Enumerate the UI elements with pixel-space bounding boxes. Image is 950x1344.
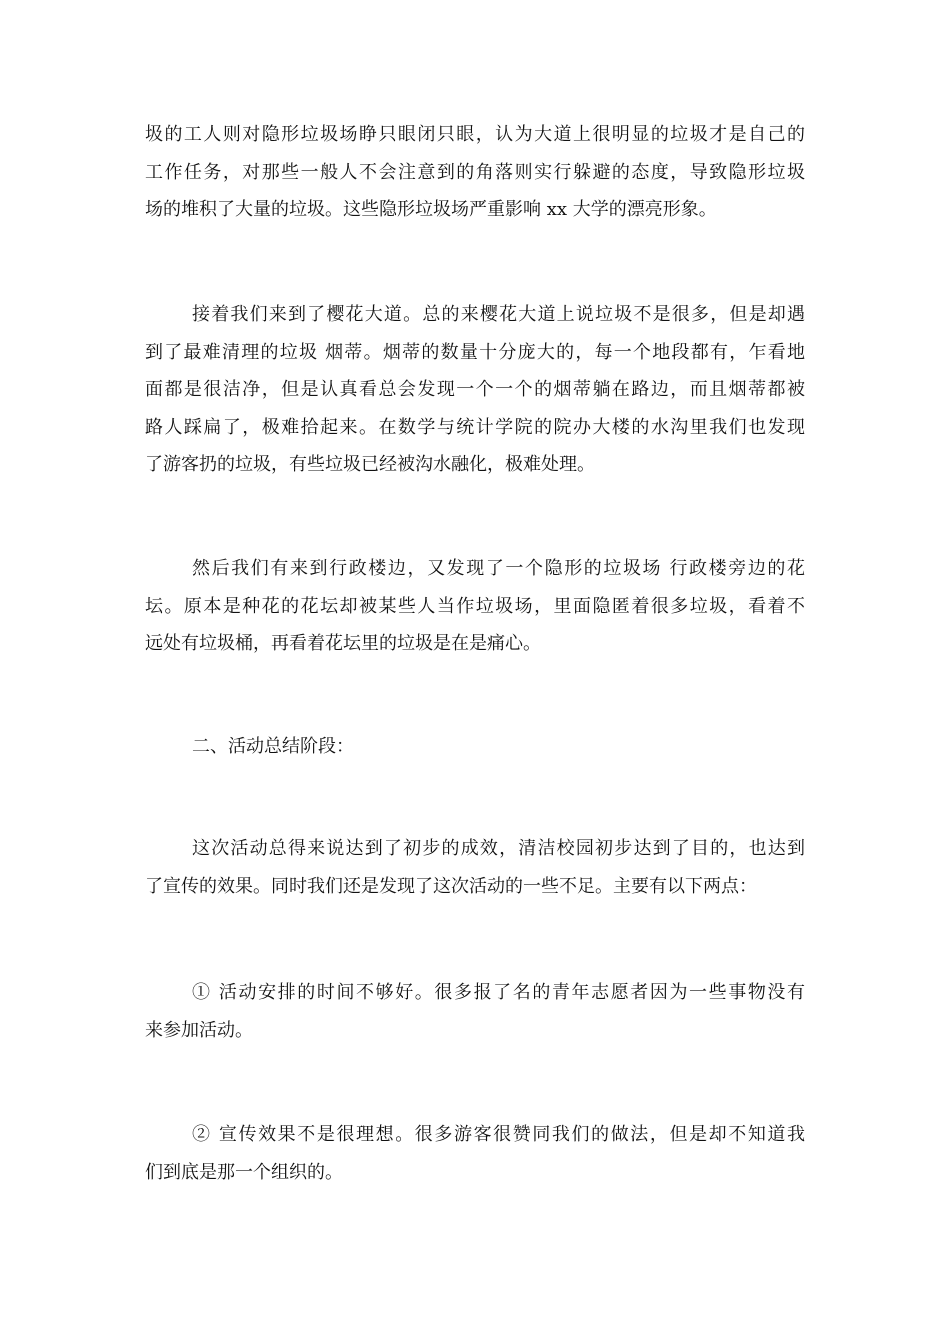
text-line: ② 宣传效果不是很理想。很多游客很赞同我们的做法，但是却不知道我 [192, 1124, 805, 1145]
text-line: 们到底是那一个组织的。 [145, 1161, 343, 1183]
text-line: 然后我们有来到行政楼边，又发现了一个隐形的垃圾场 行政楼旁边的花 [192, 558, 805, 579]
text-line: 工作任务，对那些一般人不会注意到的角落则实行躲避的态度，导致隐形垃圾 [145, 161, 805, 183]
text-line: 面都是很洁净，但是认真看总会发现一个一个的烟蒂躺在路边，而且烟蒂都被 [145, 379, 805, 400]
paragraph-summary [145, 830, 805, 905]
text-line: 了游客扔的垃圾，有些垃圾已经被沟水融化，极难处理。 [145, 454, 595, 475]
heading-line: 二、活动总结阶段： [192, 736, 354, 757]
text-line: 坛。原本是种花的花坛却被某些人当作垃圾场，里面隐匿着很多垃圾，看着不 [145, 595, 805, 617]
paragraph-hidden-dumps [145, 116, 805, 229]
text-line: 路人踩扁了，极难拾起来。在数学与统计学院的院办大楼的水沟里我们也发现 [145, 416, 805, 438]
text-line: 远处有垃圾桶，再看着花坛里的垃圾是在是痛心。 [145, 633, 541, 654]
text-line: 到了最难清理的垃圾 烟蒂。烟蒂的数量十分庞大的，每一个地段都有，乍看地 [145, 341, 805, 363]
text-line: 场的堆积了大量的垃圾。这些隐形垃圾场严重影响 xx 大学的漂亮形象。 [145, 199, 717, 220]
paragraph-point-two [145, 1116, 805, 1191]
text-line: 圾的工人则对隐形垃圾场睁只眼闭只眼，认为大道上很明显的垃圾才是自己的 [145, 124, 805, 145]
section-heading [145, 728, 805, 766]
paragraph-point-one [145, 974, 805, 1049]
text-line: 了宣传的效果。同时我们还是发现了这次活动的一些不足。主要有以下两点： [145, 875, 757, 897]
paragraph-cherry-avenue [145, 296, 805, 484]
text-line: 接着我们来到了樱花大道。总的来樱花大道上说垃圾不是很多，但是却遇 [192, 304, 805, 325]
text-line: ① 活动安排的时间不够好。很多报了名的青年志愿者因为一些事物没有 [192, 982, 805, 1003]
text-line: 来参加活动。 [145, 1019, 253, 1041]
text-line: 这次活动总得来说达到了初步的成效，清洁校园初步达到了目的，也达到 [192, 838, 805, 859]
paragraph-admin-building [145, 550, 805, 663]
